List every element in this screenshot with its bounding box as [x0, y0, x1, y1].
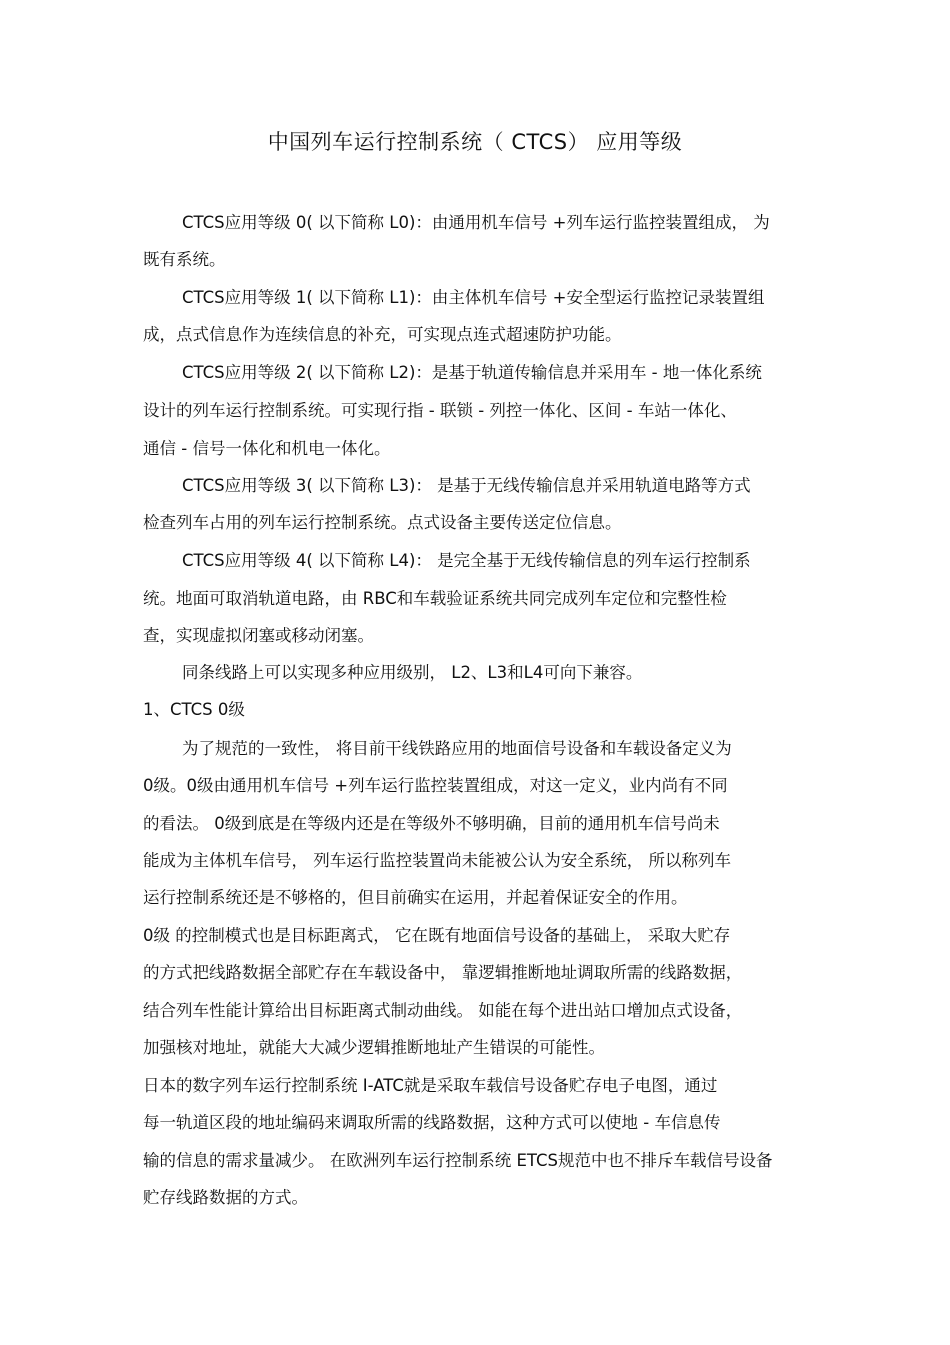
text-line: 为了规范的一致性， 将目前干线铁路应用的地面信号设备和车载设备定义为 [182, 739, 732, 758]
text-line: 查，实现虚拟闭塞或移动闭塞。 [143, 626, 374, 645]
text-line: 结合列车性能计算给出目标距离式制动曲线。 如能在每个进出站口增加点式设备， [143, 1001, 743, 1020]
text-line: 运行控制系统还是不够格的，但目前确实在运用，并起着保证安全的作用。 [143, 888, 688, 907]
text-line: 的方式把线路数据全部贮存在车载设备中， 靠逻辑推断地址调取所需的线路数据， [143, 963, 743, 982]
text-line: 设计的列车运行控制系统。可实现行指 - 联锁 - 列控一体化、区间 - 车站一体化、 [143, 401, 737, 420]
section-heading: 1、CTCS 0级 [143, 700, 245, 719]
text-line: 成，点式信息作为连续信息的补充，可实现点连式超速防护功能。 [143, 325, 622, 344]
text-line: CTCS应用等级 2( 以下简称 L2)：是基于轨道传输信息并采用车 - 地一体化系统 [182, 363, 762, 382]
text-line: 贮存线路数据的方式。 [143, 1188, 308, 1207]
text-line: 既有系统。 [143, 250, 226, 269]
document-title: 中国列车运行控制系统（ CTCS） 应用等级 [267, 130, 683, 154]
text-line: 能成为主体机车信号， 列车运行监控装置尚未能被公认为安全系统， 所以称列车 [143, 851, 731, 870]
text-line: CTCS应用等级 1( 以下简称 L1)：由主体机车信号 +安全型运行监控记录装置组 [182, 288, 765, 307]
text-line: CTCS应用等级 3( 以下简称 L3)： 是基于无线传输信息并采用轨道电路等方式 [182, 476, 751, 495]
text-line: 的看法。 0级到底是在等级内还是在等级外不够明确，目前的通用机车信号尚未 [143, 814, 720, 833]
text-line: CTCS应用等级 0( 以下简称 L0)：由通用机车信号 +列车运行监控装置组成， 为 [182, 213, 770, 232]
text-line: 0级。0级由通用机车信号 +列车运行监控装置组成，对这一定义，业内尚有不同 [143, 776, 728, 795]
text-line: 检查列车占用的列车运行控制系统。点式设备主要传送定位信息。 [143, 513, 622, 532]
text-line: 统。地面可取消轨道电路，由 RBC和车载验证系统共同完成列车定位和完整性检 [143, 589, 727, 608]
text-line: 0级 的控制模式也是目标距离式， 它在既有地面信号设备的基础上， 采取大贮存 [143, 926, 731, 945]
text-line: 日本的数字列车运行控制系统 I-ATC就是采取车载信号设备贮存电子电图，通过 [143, 1076, 718, 1095]
text-line: 每一轨道区段的地址编码来调取所需的线路数据，这种方式可以使地 - 车信息传 [143, 1113, 721, 1132]
text-line: 输的信息的需求量减少。 在欧洲列车运行控制系统 ETCS规范中也不排斥车载信号设备 [143, 1151, 773, 1170]
text-line: 同条线路上可以实现多种应用级别， L2、L3和L4可向下兼容。 [182, 663, 643, 682]
text-line: 通信 - 信号一体化和机电一体化。 [143, 439, 391, 458]
text-line: 加强核对地址，就能大大减少逻辑推断地址产生错误的可能性。 [143, 1038, 605, 1057]
text-line: CTCS应用等级 4( 以下简称 L4)： 是完全基于无线传输信息的列车运行控制系 [182, 551, 751, 570]
